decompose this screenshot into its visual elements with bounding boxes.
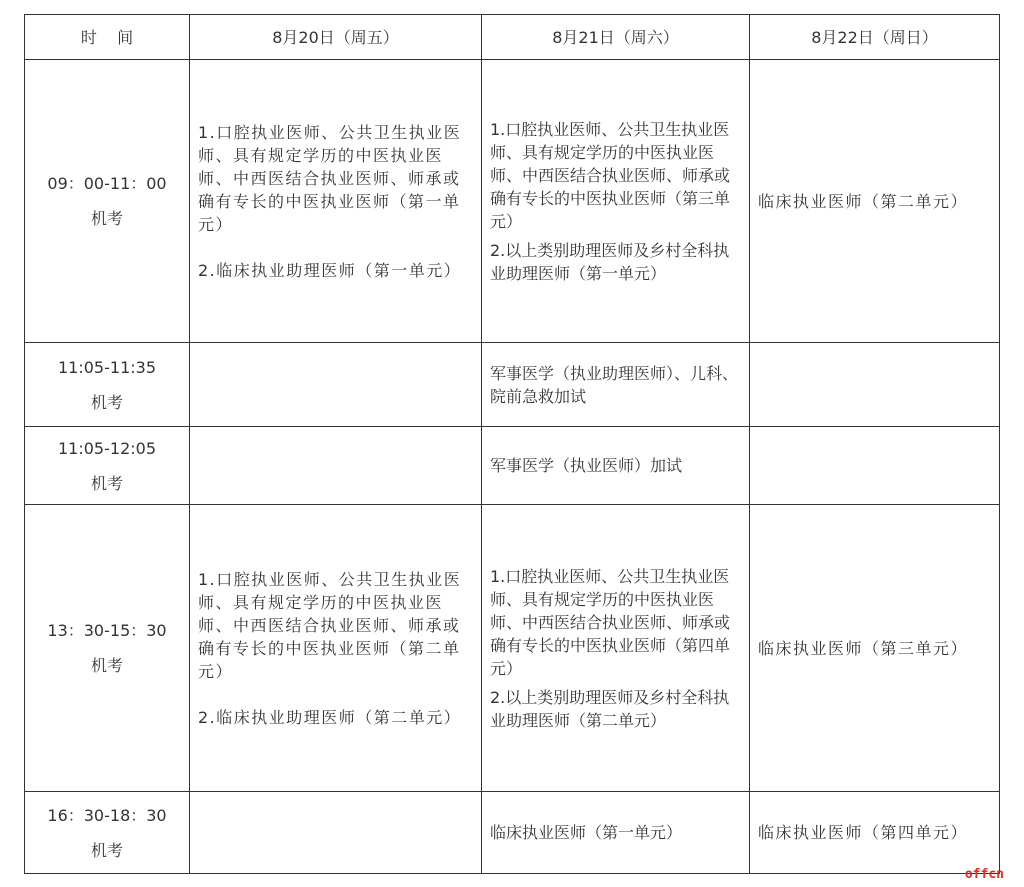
time-cell — [25, 427, 190, 505]
subject-para: 1.口腔执业医师、公共卫生执业医师、具有规定学历的中医执业医师、中西医结合执业医师、师承或确有专长的中医执业医师（第四单元） — [490, 566, 731, 678]
time-range: 09：00-11：00 — [47, 174, 167, 193]
time-cell — [25, 505, 190, 792]
subject-para: 1.口腔执业医师、公共卫生执业医师、具有规定学历的中医执业医师、中西医结合执业医师、师承或确有专长的中医执业医师（第一单元） — [198, 122, 462, 234]
subject-para: 2.临床执业助理医师（第二单元） — [198, 707, 462, 727]
day2-cell — [482, 60, 750, 343]
table-row — [25, 792, 1000, 874]
subject-para: 2.以上类别助理医师及乡村全科执业助理医师（第一单元） — [490, 240, 730, 283]
exam-mode: 机考 — [90, 392, 123, 412]
time-cell — [25, 792, 190, 874]
header-day1: 8月20日（周五） — [190, 15, 482, 60]
exam-mode: 机考 — [90, 209, 123, 228]
day1-cell — [190, 343, 482, 427]
time-range: 11:05-11:35 — [58, 357, 156, 377]
day3-cell: 临床执业医师（第四单元） — [750, 792, 1000, 874]
day2-cell: 军事医学（执业医师）加试 — [482, 427, 750, 505]
exam-mode: 机考 — [90, 840, 123, 860]
time-range: 16：30-18：30 — [47, 805, 167, 825]
header-day2: 8月21日（周六） — [482, 15, 750, 60]
day1-cell — [190, 60, 482, 343]
time-range: 13：30-15：30 — [47, 621, 167, 640]
time-range: 11:05-12:05 — [58, 438, 156, 458]
table-row — [25, 427, 1000, 505]
header-time: 时 间 — [25, 15, 190, 60]
header-row — [25, 15, 1000, 60]
day2-cell — [482, 505, 750, 792]
subject-para: 2.以上类别助理医师及乡村全科执业助理医师（第二单元） — [490, 687, 730, 730]
day2-cell: 军事医学（执业助理医师）、儿科、院前急救加试 — [482, 343, 750, 427]
exam-mode: 机考 — [90, 656, 123, 675]
day1-cell — [190, 505, 482, 792]
time-cell — [25, 343, 190, 427]
day3-cell: 临床执业医师（第三单元） — [750, 505, 1000, 792]
table-row — [25, 343, 1000, 427]
subject-para: 1.口腔执业医师、公共卫生执业医师、具有规定学历的中医执业医师、中西医结合执业医师、师承或确有专长的中医执业医师（第二单元） — [198, 569, 462, 681]
exam-mode: 机考 — [90, 473, 123, 493]
subject-para: 2.临床执业助理医师（第一单元） — [198, 260, 462, 280]
table-row — [25, 505, 1000, 792]
subject-para: 1.口腔执业医师、公共卫生执业医师、具有规定学历的中医执业医师、中西医结合执业医师、师承或确有专长的中医执业医师（第三单元） — [490, 119, 731, 231]
day1-cell — [190, 792, 482, 874]
offcn-watermark-logo: offcn — [964, 867, 1004, 882]
day3-cell: 临床执业医师（第二单元） — [750, 60, 1000, 343]
day3-cell — [750, 427, 1000, 505]
table-row — [25, 60, 1000, 343]
day3-cell — [750, 343, 1000, 427]
time-cell — [25, 60, 190, 343]
day2-cell: 临床执业医师（第一单元） — [482, 792, 750, 874]
exam-schedule-table — [24, 14, 1000, 874]
header-day3: 8月22日（周日） — [750, 15, 1000, 60]
day1-cell — [190, 427, 482, 505]
